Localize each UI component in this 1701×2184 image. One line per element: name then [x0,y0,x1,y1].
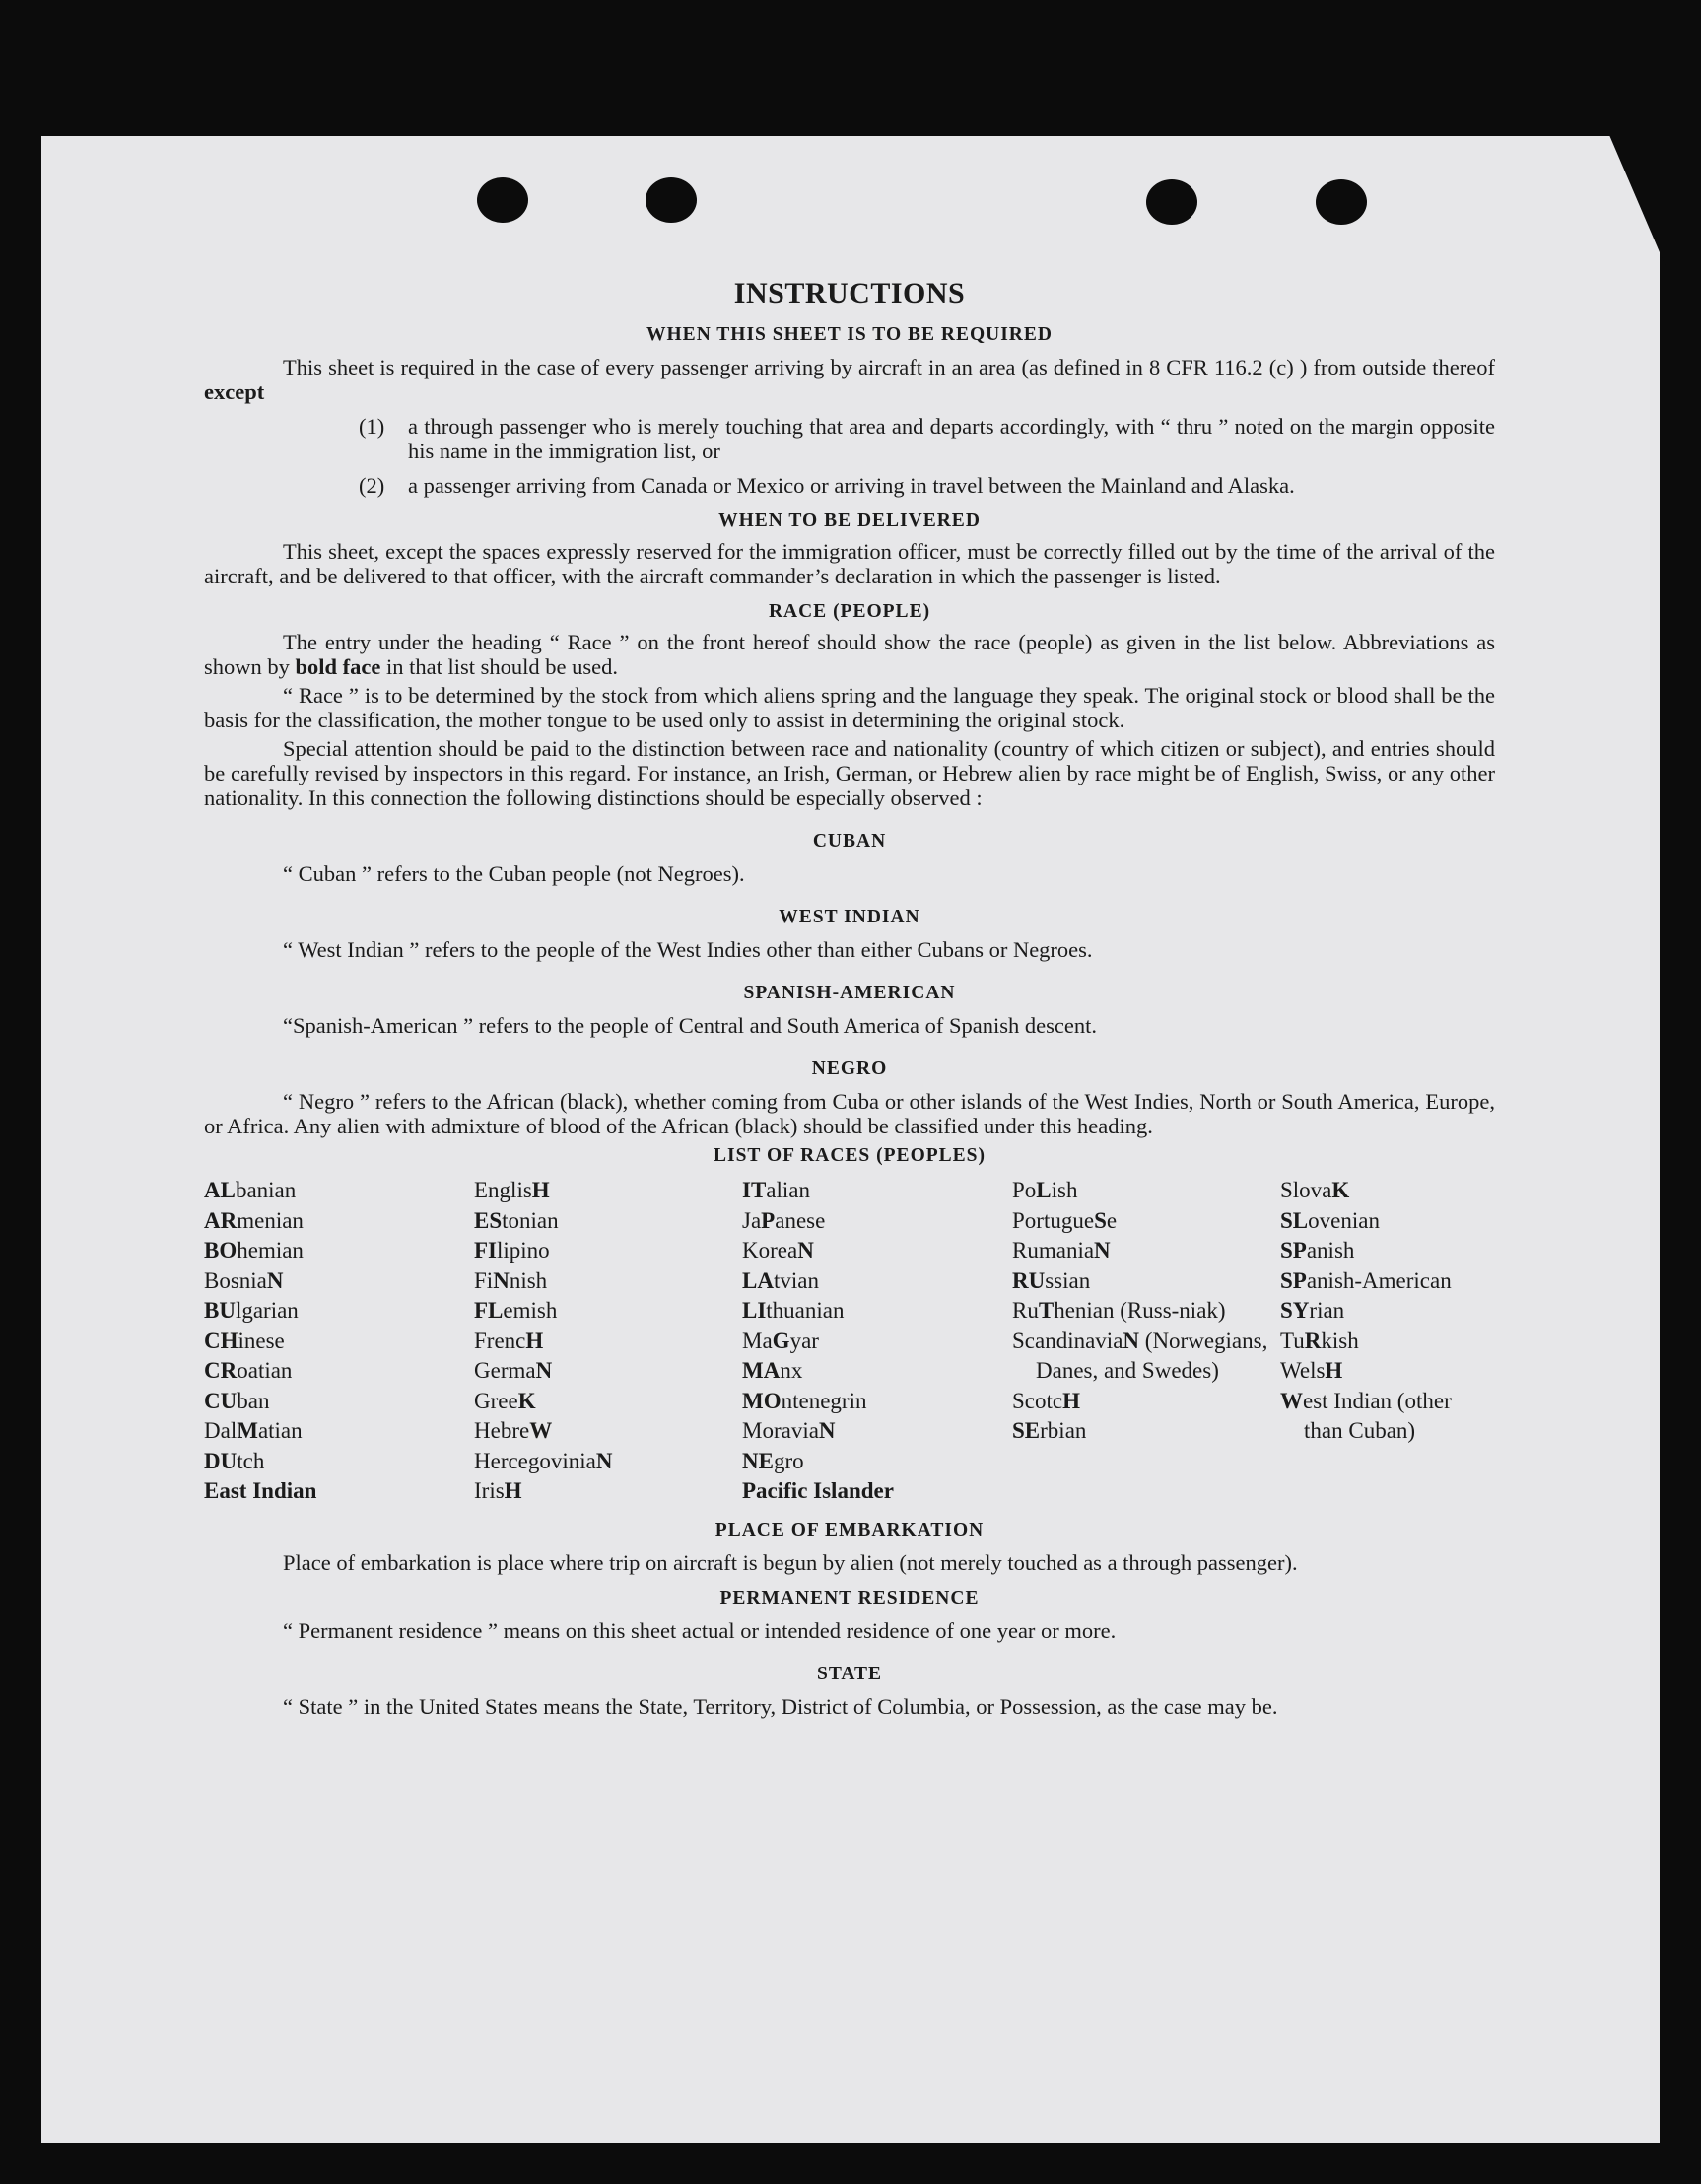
race-text: Korea [742,1238,798,1263]
race-text: Slova [1280,1178,1332,1202]
race-text: ban [237,1388,270,1413]
race-entry [1280,1236,1495,1266]
item-number: (2) [359,473,385,498]
race-text: emish [503,1298,558,1323]
race-abbrev: H [1062,1388,1080,1413]
paragraph [204,630,1495,679]
race-column [204,1176,474,1507]
race-entry [204,1266,474,1297]
race-entry [474,1447,742,1477]
race-entry [1280,1327,1495,1357]
instructions-body [204,274,1495,1719]
race-entry [1012,1387,1280,1417]
race-column [742,1176,1012,1507]
section-heading: CUBAN [812,831,887,852]
race-abbrev: SL [1280,1207,1309,1233]
bold-text: bold face [295,654,381,679]
race-abbrev: Pacific Islander [742,1478,894,1503]
section-heading: LIST OF RACES (PEOPLES) [713,1145,986,1166]
race-text: hemian [237,1238,304,1263]
race-text: menian [237,1207,304,1233]
race-abbrev: CR [204,1358,238,1383]
race-abbrev: IT [742,1178,767,1202]
race-entry [204,1447,474,1477]
race-abbrev: T [1038,1298,1055,1323]
race-text: Ru [1012,1298,1039,1323]
list-item [359,414,1495,463]
race-text: (Norwegians, Danes, and Swedes) [1036,1328,1268,1383]
race-abbrev: N [493,1267,510,1293]
paragraph: “Spanish-American ” refers to the people of Central and South America of Spanish descent. [283,1013,1097,1038]
race-text: oatian [237,1358,293,1383]
paragraph [204,355,1495,404]
race-abbrev: S [1094,1207,1107,1233]
race-abbrev: FL [474,1298,504,1323]
race-abbrev: CU [204,1388,238,1413]
paragraph: “ West Indian ” refers to the people of the West Indies other than either Cubans or Negroes. [283,937,1093,962]
race-abbrev: DU [204,1448,238,1473]
race-abbrev: LI [742,1298,767,1323]
race-entry [1280,1206,1495,1237]
race-text: anish-American [1306,1267,1452,1293]
race-text: est Indian (other than Cuban) [1303,1388,1452,1443]
race-entry [742,1356,1012,1387]
race-entry [742,1416,1012,1447]
race-abbrev: G [772,1328,790,1353]
paragraph: “ Negro ” refers to the African (black), whether coming from Cuba or other islands of the West Indies, North or South America, Europe, or Africa. Any alien with admixture of blood of the African (black) should be classified under this heading. [204,1089,1495,1138]
race-entry [204,1296,474,1327]
race-text: Fi [474,1267,494,1293]
race-entry [474,1327,742,1357]
race-text: ish [1051,1178,1078,1202]
punch-hole [646,177,697,223]
race-entry [1280,1387,1495,1447]
section-heading: PERMANENT RESIDENCE [719,1587,980,1608]
race-abbrev: N [797,1238,814,1263]
race-entry [1012,1416,1280,1447]
paragraph: “ Race ” is to be determined by the stock from which aliens spring and the language they speak. The original stock or blood shall be the basis for the classification, the mother tongue to be used only to assist in determining the original stock. [204,683,1495,732]
race-text: anese [775,1207,826,1233]
race-entry [474,1296,742,1327]
race-abbrev: M [237,1418,258,1443]
paragraph-text: in that list should be used. [380,654,619,679]
race-entry [742,1327,1012,1357]
page-title: INSTRUCTIONS [733,277,966,309]
race-abbrev: N [535,1358,553,1383]
race-abbrev: N [266,1267,284,1293]
race-abbrev: SE [1012,1418,1041,1443]
race-entry [1012,1327,1280,1387]
race-entry [204,1206,474,1237]
race-text: Iris [474,1478,505,1503]
race-column [474,1176,742,1507]
race-text: Englis [474,1178,532,1202]
race-text: Ma [742,1328,773,1353]
race-list [204,1176,1495,1507]
race-text: Ja [742,1207,762,1233]
race-entry [204,1236,474,1266]
race-text: tonian [502,1207,559,1233]
punch-hole [477,177,528,223]
race-abbrev: L [1036,1178,1052,1202]
race-entry [1280,1356,1495,1387]
section-heading: SPANISH-AMERICAN [743,983,956,1003]
race-text: kish [1321,1328,1359,1353]
race-entry [742,1447,1012,1477]
race-text: alian [766,1178,810,1202]
race-text: lgarian [235,1298,299,1323]
race-entry [204,1416,474,1447]
race-abbrev: BO [204,1238,238,1263]
race-text: tch [237,1448,265,1473]
race-entry [474,1266,742,1297]
race-abbrev: SP [1280,1267,1307,1293]
race-entry [474,1356,742,1387]
race-entry [742,1206,1012,1237]
paragraph-text: The entry under the heading “ Race ” on the front hereof should show the race (people) as given in the list below. Abbreviations as shown by [204,630,1495,679]
race-abbrev: N [818,1418,836,1443]
race-abbrev: BU [204,1298,236,1323]
bold-text: except [204,379,265,404]
race-text: henian (Russ-niak) [1054,1298,1226,1323]
race-abbrev: LA [742,1267,774,1293]
race-text: nx [780,1358,803,1383]
race-abbrev: K [517,1388,536,1413]
race-entry [1280,1266,1495,1297]
section-heading: PLACE OF EMBARKATION [714,1519,985,1540]
race-entry [204,1356,474,1387]
race-abbrev: R [1304,1328,1322,1353]
race-abbrev: SY [1280,1298,1310,1323]
race-entry [1012,1176,1280,1206]
race-entry [742,1236,1012,1266]
race-entry [742,1387,1012,1417]
race-abbrev: W [1280,1388,1303,1413]
section-heading: STATE [816,1663,883,1684]
race-abbrev: East Indian [204,1478,317,1503]
race-entry [1280,1296,1495,1327]
race-entry [474,1206,742,1237]
race-abbrev: MA [742,1358,781,1383]
race-abbrev: H [504,1478,522,1503]
race-text: Hebre [474,1418,530,1443]
race-text: atian [257,1418,303,1443]
race-abbrev: N [1094,1238,1111,1263]
race-text: anish [1306,1238,1355,1263]
race-abbrev: AL [204,1178,236,1202]
punch-hole [1146,179,1197,225]
race-abbrev: H [531,1178,550,1202]
race-entry [474,1176,742,1206]
paragraph-text: This sheet is required in the case of every passenger arriving by aircraft in an area (as defined in 8 CFR 116.2 (c) ) from outside thereof [283,355,1495,379]
race-abbrev: AR [204,1207,238,1233]
race-entry [204,1476,474,1507]
race-entry [474,1236,742,1266]
race-text: gro [773,1448,804,1473]
race-abbrev: N [1123,1328,1140,1353]
race-text: Scotc [1012,1388,1063,1413]
race-text: Dal [204,1418,238,1443]
race-abbrev: NE [742,1448,774,1473]
race-entry [1012,1206,1280,1237]
race-text: Wels [1280,1358,1326,1383]
race-entry [204,1176,474,1206]
race-text: Hercegovinia [474,1448,596,1473]
paragraph: Place of embarkation is place where trip on aircraft is begun by alien (not merely touched as a through passenger). [283,1549,1298,1575]
race-text: Gree [474,1388,518,1413]
race-entry [474,1416,742,1447]
item-text: a passenger arriving from Canada or Mexico or arriving in travel between the Mainland and Alaska. [408,473,1295,498]
race-abbrev: MO [742,1388,782,1413]
race-text: thuanian [766,1298,845,1323]
race-text: Scandinavia [1012,1328,1123,1353]
section-heading: WEST INDIAN [779,907,920,927]
paragraph: Special attention should be paid to the distinction between race and nationality (country of which citizen or subject), and entries should be carefully revised by inspectors in this regard. For instance, an Irish, German, or Hebrew alien by race might be of English, Swiss, or any other nationality. In this connection the following distinctions should be especially observed : [204,736,1495,810]
race-abbrev: K [1331,1178,1350,1202]
section-heading: WHEN TO BE DELIVERED [718,511,981,531]
race-abbrev: H [1325,1358,1343,1383]
race-text: ntenegrin [781,1388,867,1413]
race-text: Frenc [474,1328,526,1353]
race-abbrev: W [529,1418,553,1443]
race-abbrev: H [525,1328,544,1353]
paragraph: This sheet, except the spaces expressly reserved for the immigration officer, must be correctly filled out by the time of the arrival of the aircraft, and be delivered to that officer, with the aircraft commander’s declaration in which the passenger is listed. [204,539,1495,588]
race-text: yar [789,1328,819,1353]
race-text: nish [509,1267,548,1293]
race-text: tvian [773,1267,819,1293]
race-text: Rumania [1012,1238,1095,1263]
race-text: rian [1309,1298,1345,1323]
punch-hole [1316,179,1367,225]
race-abbrev: CH [204,1328,238,1353]
list-item [359,473,1495,498]
race-entry [742,1266,1012,1297]
race-text: Germa [474,1358,536,1383]
race-column [1280,1176,1495,1507]
race-entry [474,1387,742,1417]
race-entry [1280,1176,1495,1206]
race-text: banian [235,1178,297,1202]
race-text: inese [238,1328,285,1353]
paragraph: “ State ” in the United States means the State, Territory, District of Columbia, or Possession, as the case may be. [283,1693,1278,1719]
race-text: Bosnia [204,1267,267,1293]
paragraph: “ Cuban ” refers to the Cuban people (not Negroes). [283,861,745,886]
race-entry [742,1176,1012,1206]
race-column [1012,1176,1280,1507]
race-entry [1012,1296,1280,1327]
race-text: lipino [497,1238,550,1263]
race-text: ovenian [1308,1207,1380,1233]
item-number: (1) [359,414,385,439]
race-entry [204,1387,474,1417]
race-abbrev: SP [1280,1238,1307,1263]
race-entry [204,1327,474,1357]
race-abbrev: N [595,1448,613,1473]
race-text: Tu [1280,1328,1305,1353]
race-abbrev: FI [474,1238,497,1263]
race-text: e [1106,1207,1118,1233]
section-heading: WHEN THIS SHEET IS TO BE REQUIRED [646,324,1053,345]
race-entry [1012,1266,1280,1297]
race-text: Portugue [1012,1207,1095,1233]
race-entry [474,1476,742,1507]
section-heading: NEGRO [811,1058,888,1079]
race-text: ssian [1045,1267,1091,1293]
race-entry [742,1476,1012,1507]
race-entry [1012,1236,1280,1266]
race-text: Po [1012,1178,1037,1202]
race-abbrev: RU [1012,1267,1046,1293]
item-text: a through passenger who is merely touching that area and departs accordingly, with “ thru ” noted on the margin opposite his name in the immigration list, or [408,414,1495,463]
paragraph: “ Permanent residence ” means on this sheet actual or intended residence of one year or more. [283,1617,1117,1643]
race-abbrev: P [761,1207,776,1233]
section-heading: RACE (PEOPLE) [768,601,931,622]
race-entry [742,1296,1012,1327]
race-text: rbian [1040,1418,1087,1443]
race-abbrev: ES [474,1207,503,1233]
race-text: Moravia [742,1418,819,1443]
